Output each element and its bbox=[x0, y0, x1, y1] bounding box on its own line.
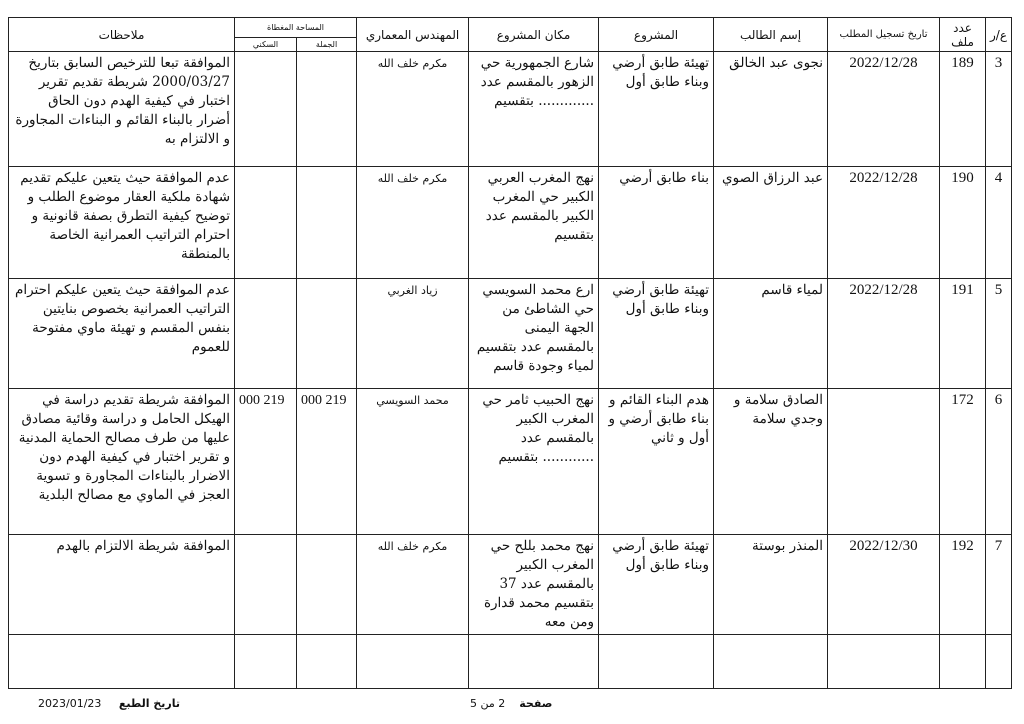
applicant-name: عبد الرزاق الصوي bbox=[714, 167, 828, 279]
header-project: المشروع bbox=[599, 18, 714, 52]
table-row bbox=[9, 167, 1012, 279]
header-row-no: ع/ر bbox=[986, 18, 1012, 52]
row-number: 3 bbox=[986, 52, 1012, 167]
project-location: نهج المغرب العربي الكبير حي المغرب الكبير بالمقسم عدد بتقسيم bbox=[469, 167, 599, 279]
page-of: من bbox=[480, 697, 495, 710]
file-number: 172 bbox=[940, 389, 986, 535]
architect-name: زياد الغربي bbox=[357, 279, 469, 389]
applicant-name: الصادق سلامة و وجدي سلامة bbox=[714, 389, 828, 535]
architect-name: مكرم خلف الله bbox=[357, 535, 469, 635]
area-housing bbox=[235, 279, 297, 389]
project-description: تهيئة طابق أرضي وبناء طابق أول bbox=[599, 535, 714, 635]
file-number: 191 bbox=[940, 279, 986, 389]
row-number: 4 bbox=[986, 167, 1012, 279]
area-housing: 219 000 bbox=[235, 389, 297, 535]
file-number: 189 bbox=[940, 52, 986, 167]
applicant-name: المنذر بوستة bbox=[714, 535, 828, 635]
area-total: 219 000 bbox=[297, 389, 357, 535]
header-location: مكان المشروع bbox=[469, 18, 599, 52]
print-date-block bbox=[38, 697, 180, 710]
architect-name: مكرم خلف الله bbox=[357, 167, 469, 279]
page-total: 5 bbox=[470, 697, 477, 710]
notes: عدم الموافقة حيث يتعين عليكم تقديم شهادة ملكية العقار موضوع الطلب و توضيح كيفية التطرق بصفة قانونية و احترام التراتيب العمرانية الخاصة بالمنطقة bbox=[9, 167, 235, 279]
print-date: 2023/01/23 bbox=[38, 697, 102, 710]
request-date: 2022/12/28 bbox=[828, 52, 940, 167]
project-description: تهيئة طابق أرضي وبناء طابق أول bbox=[599, 279, 714, 389]
header-request-date: تاريخ تسجيل المطلب bbox=[828, 18, 940, 52]
header-applicant: إسم الطالب bbox=[714, 18, 828, 52]
project-location: شارع الجمهورية حي الزهور بالمقسم عدد ............. بتقسيم bbox=[469, 52, 599, 167]
page-indicator bbox=[470, 697, 552, 710]
header-architect: المهندس المعماري bbox=[357, 18, 469, 52]
notes: عدم الموافقة حيث يتعين عليكم احترام التراتيب العمرانية بخصوص بنايتين بنفس المقسم و تهيئة ماوي مفتوحة للعموم bbox=[9, 279, 235, 389]
notes: الموافقة شريطة تقديم دراسة في الهيكل الحامل و دراسة وقائية مصادق عليها من طرف مصالح الحماية المدنية و تقرير اختبار في كيفية الهدم دون الاضرار بالبناءات المجاورة و تسوية العجز في الماوي مع مصالح البلدية bbox=[9, 389, 235, 535]
table-row bbox=[9, 535, 1012, 635]
file-number: 192 bbox=[940, 535, 986, 635]
table-row bbox=[9, 279, 1012, 389]
permits-table bbox=[8, 17, 1012, 689]
area-total bbox=[297, 279, 357, 389]
row-number: 7 bbox=[986, 535, 1012, 635]
architect-name: محمد السويسي bbox=[357, 389, 469, 535]
project-description: تهيئة طابق أرضي وبناء طابق أول bbox=[599, 52, 714, 167]
project-location: نهج محمد بللح حي المغرب الكبير بالمقسم عدد 37 بتقسيم محمد قدارة ومن معه bbox=[469, 535, 599, 635]
project-location: نهج الحبيب ثامر حي المغرب الكبير بالمقسم عدد ............ بتقسيم bbox=[469, 389, 599, 535]
header-covered-area: المساحة المغطاة bbox=[235, 18, 357, 38]
area-housing bbox=[235, 52, 297, 167]
page-current: 2 bbox=[498, 697, 506, 710]
table-row-empty bbox=[9, 635, 1012, 689]
header-area-total: الجملة bbox=[297, 38, 357, 52]
row-number: 6 bbox=[986, 389, 1012, 535]
request-date: 2022/12/28 bbox=[828, 167, 940, 279]
area-total bbox=[297, 167, 357, 279]
project-description: هدم البناء القائم و بناء طابق أرضي و أول و ثاني bbox=[599, 389, 714, 535]
notes: الموافقة شريطة الالتزام بالهدم bbox=[9, 535, 235, 635]
header-file-no: عدد ملف bbox=[940, 18, 986, 52]
request-date: 2022/12/28 bbox=[828, 279, 940, 389]
area-housing bbox=[235, 535, 297, 635]
area-housing bbox=[235, 167, 297, 279]
page-label: صفحة bbox=[519, 697, 553, 710]
applicant-name: نجوى عبد الخالق bbox=[714, 52, 828, 167]
table-row bbox=[9, 389, 1012, 535]
row-number: 5 bbox=[986, 279, 1012, 389]
area-total bbox=[297, 52, 357, 167]
file-number: 190 bbox=[940, 167, 986, 279]
notes: الموافقة تبعا للترخيص السابق بتاريخ 2000/03/27 شريطة تقديم تقرير اختبار في كيفية الهدم دون الحاق أضرار بالبناء القائم و البناءات المجاورة و الالتزام به bbox=[9, 52, 235, 167]
request-date: 2022/12/30 bbox=[828, 535, 940, 635]
header-area-housing: السكني bbox=[235, 38, 297, 52]
request-date bbox=[828, 389, 940, 535]
project-location: ارع محمد السويسي حي الشاطئ من الجهة اليمنى بالمقسم عدد بتقسيم لمياء وجودة قاسم bbox=[469, 279, 599, 389]
print-date-label: تاريخ الطبع bbox=[118, 697, 180, 710]
applicant-name: لمياء قاسم bbox=[714, 279, 828, 389]
area-total bbox=[297, 535, 357, 635]
architect-name: مكرم خلف الله bbox=[357, 52, 469, 167]
project-description: بناء طابق أرضي bbox=[599, 167, 714, 279]
header-notes: ملاحظات bbox=[9, 18, 235, 52]
table-row bbox=[9, 52, 1012, 167]
